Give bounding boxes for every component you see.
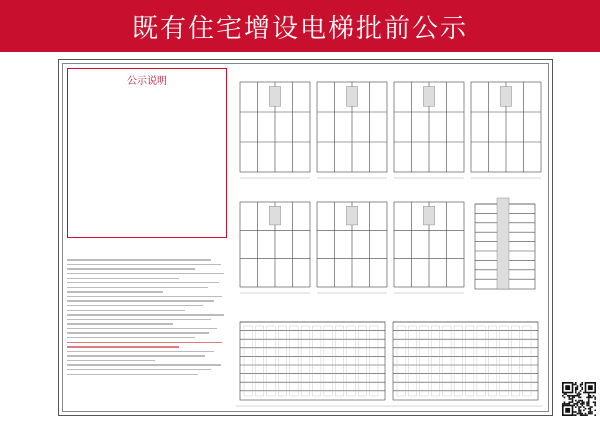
window-column xyxy=(466,326,474,396)
illegible-text-line xyxy=(67,296,222,297)
qr-module xyxy=(594,397,596,399)
qr-module xyxy=(578,392,580,394)
qr-module xyxy=(585,413,587,415)
qr-module xyxy=(577,403,579,405)
qr-module xyxy=(564,401,566,403)
qr-module xyxy=(568,401,570,403)
page-title: 既有住宅增设电梯批前公示 xyxy=(131,13,468,44)
side-elevation xyxy=(475,198,535,289)
qr-module xyxy=(580,413,582,415)
qr-module xyxy=(581,382,583,384)
qr-module xyxy=(591,413,593,415)
qr-module xyxy=(572,400,574,402)
qr-finder-center xyxy=(565,408,570,413)
qr-module xyxy=(594,398,596,400)
building-elevation xyxy=(236,322,389,406)
qr-module xyxy=(594,401,596,403)
public-notice-drawing-sheet xyxy=(58,59,553,416)
qr-module xyxy=(591,406,593,408)
qr-module xyxy=(580,411,582,413)
qr-module xyxy=(575,414,577,416)
window-column xyxy=(255,326,263,396)
fine-print-block xyxy=(67,256,227,407)
qr-module xyxy=(580,406,582,408)
illegible-text-line xyxy=(67,360,155,361)
window-column xyxy=(335,326,343,396)
elevator-shaft xyxy=(269,206,280,225)
floor-plan xyxy=(394,82,464,178)
elevator-shaft xyxy=(269,87,280,107)
qr-module xyxy=(593,401,595,403)
qr-module xyxy=(590,408,592,410)
qr-module xyxy=(575,392,577,394)
window-column xyxy=(454,326,462,396)
window-column xyxy=(488,326,496,396)
qr-module xyxy=(588,400,590,402)
qr-module xyxy=(565,393,567,395)
illegible-text-line xyxy=(67,264,221,265)
qr-module xyxy=(564,393,566,395)
qr-module xyxy=(591,411,593,413)
qr-module xyxy=(580,393,582,395)
qr-module xyxy=(580,385,582,387)
page-title-banner xyxy=(0,0,600,52)
qr-module xyxy=(577,385,579,387)
qr-module xyxy=(575,403,577,405)
qr-module xyxy=(588,413,590,415)
building-elevation xyxy=(389,322,542,406)
floor-plan xyxy=(471,82,541,178)
qr-module xyxy=(564,397,566,399)
text-column xyxy=(67,68,227,407)
window-column xyxy=(431,326,439,396)
illegible-text-line xyxy=(67,323,173,324)
illegible-text-line xyxy=(67,332,209,333)
qr-module xyxy=(577,395,579,397)
qr-module xyxy=(578,408,580,410)
illegible-text-line xyxy=(67,319,211,320)
qr-module xyxy=(568,395,570,397)
qr-module xyxy=(578,413,580,415)
window-column xyxy=(443,326,451,396)
qr-module xyxy=(583,410,585,412)
elevations-row-3 xyxy=(235,314,545,414)
qr-finder-center xyxy=(588,385,593,390)
elevator-tower xyxy=(497,198,509,289)
qr-module xyxy=(586,397,588,399)
qr-module xyxy=(586,403,588,405)
elevator-shaft xyxy=(346,206,357,225)
qr-module xyxy=(594,410,596,412)
illegible-text-line xyxy=(67,278,179,279)
floor-plans-row-2 xyxy=(235,194,545,309)
window-column xyxy=(370,326,378,396)
window-column xyxy=(477,326,485,396)
window-column xyxy=(358,326,366,396)
qr-module xyxy=(577,387,579,389)
qr-module xyxy=(581,414,583,416)
qr-module xyxy=(580,410,582,412)
window-column xyxy=(324,326,332,396)
qr-module xyxy=(580,384,582,386)
elevator-shaft xyxy=(423,87,434,107)
window-column xyxy=(290,326,298,396)
floor-plan xyxy=(394,202,464,293)
qr-module xyxy=(570,398,572,400)
qr-module xyxy=(567,403,569,405)
qr-module xyxy=(591,397,593,399)
qr-module xyxy=(564,403,566,405)
qr-module xyxy=(586,401,588,403)
window-column xyxy=(278,326,286,396)
illegible-text-line xyxy=(67,374,198,375)
qr-module xyxy=(568,398,570,400)
qr-module xyxy=(583,414,585,416)
floor-plan xyxy=(317,202,387,293)
illegible-text-line xyxy=(67,328,217,329)
qr-module xyxy=(581,405,583,407)
qr-module xyxy=(594,405,596,407)
illegible-text-line xyxy=(67,342,222,343)
qr-module xyxy=(583,406,585,408)
floor-plan xyxy=(240,82,310,178)
window-column xyxy=(244,326,252,396)
illegible-text-line xyxy=(67,282,219,283)
illegible-text-line xyxy=(67,369,211,370)
qr-module xyxy=(594,414,596,416)
floor-plan xyxy=(317,82,387,178)
qr-module xyxy=(573,403,575,405)
qr-module xyxy=(568,397,570,399)
elevator-shaft xyxy=(423,206,434,225)
qr-module xyxy=(562,403,564,405)
qr-module xyxy=(578,411,580,413)
window-column xyxy=(408,326,416,396)
qr-module xyxy=(578,401,580,403)
qr-module xyxy=(575,382,577,384)
qr-module xyxy=(575,384,577,386)
qr-module xyxy=(573,411,575,413)
floor-plans-row-1 xyxy=(235,72,545,190)
qr-module xyxy=(581,401,583,403)
qr-module xyxy=(562,395,564,397)
qr-module xyxy=(567,395,569,397)
qr-module xyxy=(588,411,590,413)
qr-module xyxy=(580,400,582,402)
qr-finder-center xyxy=(565,385,570,390)
qr-code-icon[interactable] xyxy=(562,382,596,416)
qr-module xyxy=(575,395,577,397)
window-column xyxy=(313,326,321,396)
qr-module xyxy=(581,384,583,386)
qr-module xyxy=(565,403,567,405)
qr-module xyxy=(573,384,575,386)
qr-module xyxy=(588,408,590,410)
qr-module xyxy=(578,395,580,397)
qr-module xyxy=(581,400,583,402)
qr-module xyxy=(588,403,590,405)
qr-module xyxy=(572,397,574,399)
floor-plan xyxy=(240,202,310,293)
notice-heading: 公示说明 xyxy=(127,76,167,87)
illegible-text-line xyxy=(67,287,208,288)
qr-module xyxy=(572,401,574,403)
qr-module xyxy=(577,413,579,415)
qr-module xyxy=(577,405,579,407)
illegible-text-line xyxy=(67,300,214,301)
illegible-text-line xyxy=(67,310,185,311)
illegible-text-line xyxy=(67,346,179,347)
qr-module xyxy=(583,401,585,403)
qr-module xyxy=(583,392,585,394)
qr-module xyxy=(575,406,577,408)
illegible-text-line xyxy=(67,273,224,274)
qr-module xyxy=(578,393,580,395)
qr-module xyxy=(577,393,579,395)
qr-module xyxy=(573,397,575,399)
qr-module xyxy=(590,395,592,397)
qr-module xyxy=(575,400,577,402)
qr-module xyxy=(581,413,583,415)
qr-module xyxy=(581,403,583,405)
qr-module xyxy=(575,387,577,389)
qr-module xyxy=(580,390,582,392)
qr-module xyxy=(588,393,590,395)
qr-module xyxy=(577,388,579,390)
qr-module xyxy=(586,414,588,416)
qr-module xyxy=(572,398,574,400)
qr-module xyxy=(588,401,590,403)
qr-module xyxy=(581,388,583,390)
window-column xyxy=(500,326,508,396)
qr-module xyxy=(578,400,580,402)
window-column xyxy=(267,326,275,396)
qr-module xyxy=(573,414,575,416)
qr-module xyxy=(585,408,587,410)
illegible-text-line xyxy=(67,259,211,260)
window-column xyxy=(511,326,519,396)
illegible-text-line xyxy=(67,337,195,338)
qr-module xyxy=(575,411,577,413)
qr-module xyxy=(575,388,577,390)
qr-module xyxy=(586,405,588,407)
window-column xyxy=(523,326,531,396)
illegible-text-line xyxy=(67,314,224,315)
qr-module xyxy=(572,395,574,397)
qr-module xyxy=(588,397,590,399)
illegible-text-line xyxy=(67,268,195,269)
qr-module xyxy=(588,405,590,407)
illegible-text-line xyxy=(67,351,214,352)
window-column xyxy=(301,326,309,396)
qr-module xyxy=(583,403,585,405)
qr-module xyxy=(580,403,582,405)
illegible-text-line xyxy=(67,355,205,356)
qr-module xyxy=(570,395,572,397)
qr-module xyxy=(580,414,582,416)
qr-module xyxy=(578,410,580,412)
qr-module xyxy=(590,413,592,415)
qr-module xyxy=(577,401,579,403)
qr-module xyxy=(578,397,580,399)
qr-module xyxy=(580,397,582,399)
qr-module xyxy=(581,387,583,389)
qr-module xyxy=(590,411,592,413)
sheet-inner-frame xyxy=(62,63,549,412)
window-column xyxy=(397,326,405,396)
qr-module xyxy=(594,403,596,405)
qr-module xyxy=(593,395,595,397)
qr-module xyxy=(590,410,592,412)
elevator-shaft xyxy=(346,87,357,107)
qr-module xyxy=(573,405,575,407)
illegible-text-line xyxy=(67,364,221,365)
illegible-text-line xyxy=(67,305,203,306)
window-column xyxy=(347,326,355,396)
qr-module xyxy=(590,406,592,408)
qr-module xyxy=(570,401,572,403)
qr-module xyxy=(575,390,577,392)
window-column xyxy=(420,326,428,396)
notice-box xyxy=(67,68,227,238)
qr-module xyxy=(590,397,592,399)
qr-module xyxy=(588,395,590,397)
qr-module xyxy=(578,406,580,408)
qr-module xyxy=(568,403,570,405)
qr-module xyxy=(585,414,587,416)
qr-module xyxy=(588,398,590,400)
elevator-shaft xyxy=(500,87,511,107)
qr-module xyxy=(573,395,575,397)
illegible-text-line xyxy=(67,291,163,292)
